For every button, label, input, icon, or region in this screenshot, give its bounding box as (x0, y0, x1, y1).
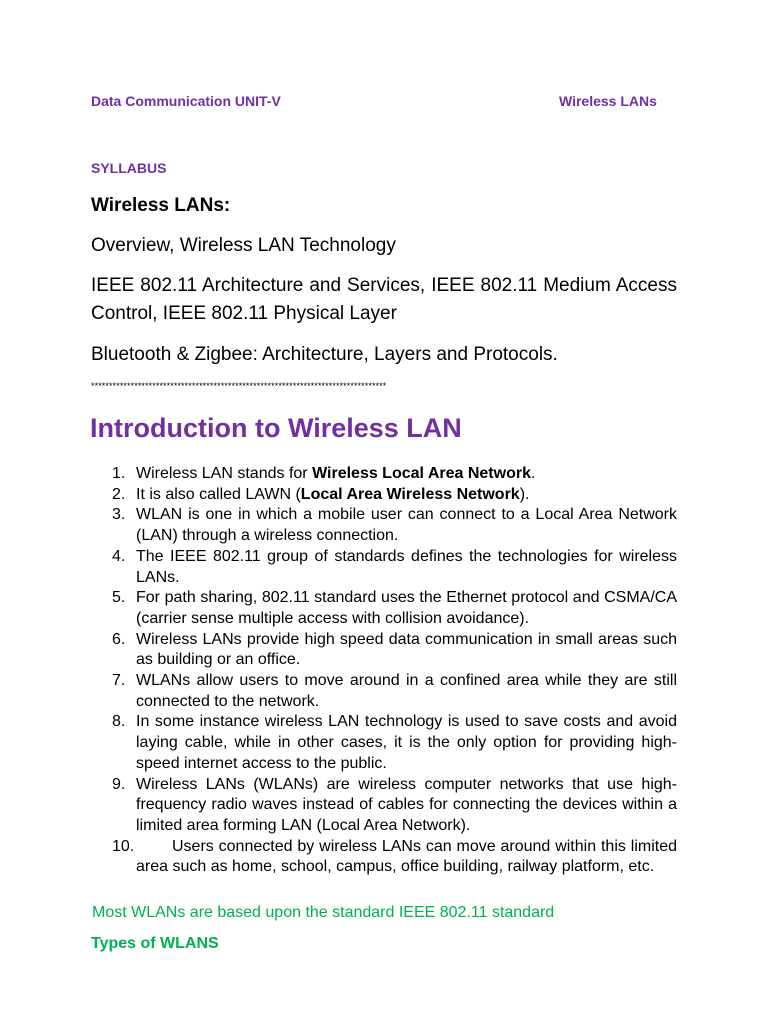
list-text: The IEEE 802.11 group of standards defines the technologies for wireless LANs. (136, 547, 677, 586)
list-text-tail: ). (519, 485, 530, 503)
list-number: 7. (112, 672, 126, 690)
list-number: 9. (112, 775, 126, 793)
syllabus-line: IEEE 802.11 Architecture and Services, IEEE 802.11 Medium Access Control, IEEE 802.11 Physical Layer (91, 275, 677, 324)
list-text: Wireless LAN stands for (136, 465, 313, 482)
list-item (91, 588, 677, 629)
list-text: It is also called LAWN ( (136, 485, 301, 503)
list-text: Wireless LANs provide high speed data communication in small areas such as building or an office. (136, 630, 677, 669)
list-number: 2. (112, 485, 126, 503)
section-title: Introduction to Wireless LAN (90, 413, 462, 443)
list-item (91, 547, 677, 588)
standard-note: Most WLANs are based upon the standard IEEE 802.11 standard (92, 904, 555, 921)
list-number: 4. (112, 547, 126, 565)
syllabus-line: Overview, Wireless LAN Technology (91, 235, 396, 256)
list-item (91, 485, 677, 506)
list-item (91, 712, 677, 774)
list-number: 1. (112, 465, 126, 482)
list-bold-text: Local Area Wireless Network (300, 485, 520, 503)
list-text-tail: . (530, 465, 536, 482)
header-topic-title: Wireless LANs (559, 93, 657, 109)
list-number: 5. (112, 589, 126, 607)
list-item (91, 671, 677, 712)
syllabus-line: Bluetooth & Zigbee: Architecture, Layers and Protocols. (91, 344, 558, 365)
list-number: 10. (112, 837, 135, 855)
list-number: 8. (112, 713, 126, 731)
list-number: 6. (112, 630, 126, 648)
list-text: In some instance wireless LAN technology is used to save costs and avoid laying cable, while in other cases, it is the only option for providing high-speed internet access to the public. (136, 713, 677, 772)
list-bold-text: Wireless Local Area Network (312, 465, 531, 482)
types-heading: Types of WLANS (91, 935, 219, 952)
intro-list (91, 464, 677, 878)
syllabus-label: SYLLABUS (91, 160, 167, 176)
list-item (91, 464, 677, 485)
list-text: Users connected by wireless LANs can move around within this limited area such as home, school, campus, office building, railway platform, etc. (136, 837, 677, 876)
syllabus-heading: Wireless LANs: (91, 195, 231, 216)
header-course-title: Data Communication UNIT-V (91, 93, 281, 109)
list-text: Wireless LANs (WLANs) are wireless computer networks that use high-frequency radio waves instead of cables for connecting the devices within a limited area forming LAN (Local Area Network). (136, 775, 677, 834)
list-text: For path sharing, 802.11 standard uses the Ethernet protocol and CSMA/CA (carrier sense multiple access with collision avoidance). (136, 589, 677, 627)
list-item (91, 837, 677, 878)
separator-line: ********************************************************************************** (91, 381, 387, 391)
list-text: WLANs allow users to move around in a confined area while they are still connected to the network. (136, 672, 677, 710)
list-text: WLAN is one in which a mobile user can connect to a Local Area Network (LAN) through a wireless connection. (136, 506, 677, 545)
list-item (91, 775, 677, 837)
list-number: 3. (112, 506, 126, 524)
list-item (91, 630, 677, 671)
list-item (91, 505, 677, 546)
